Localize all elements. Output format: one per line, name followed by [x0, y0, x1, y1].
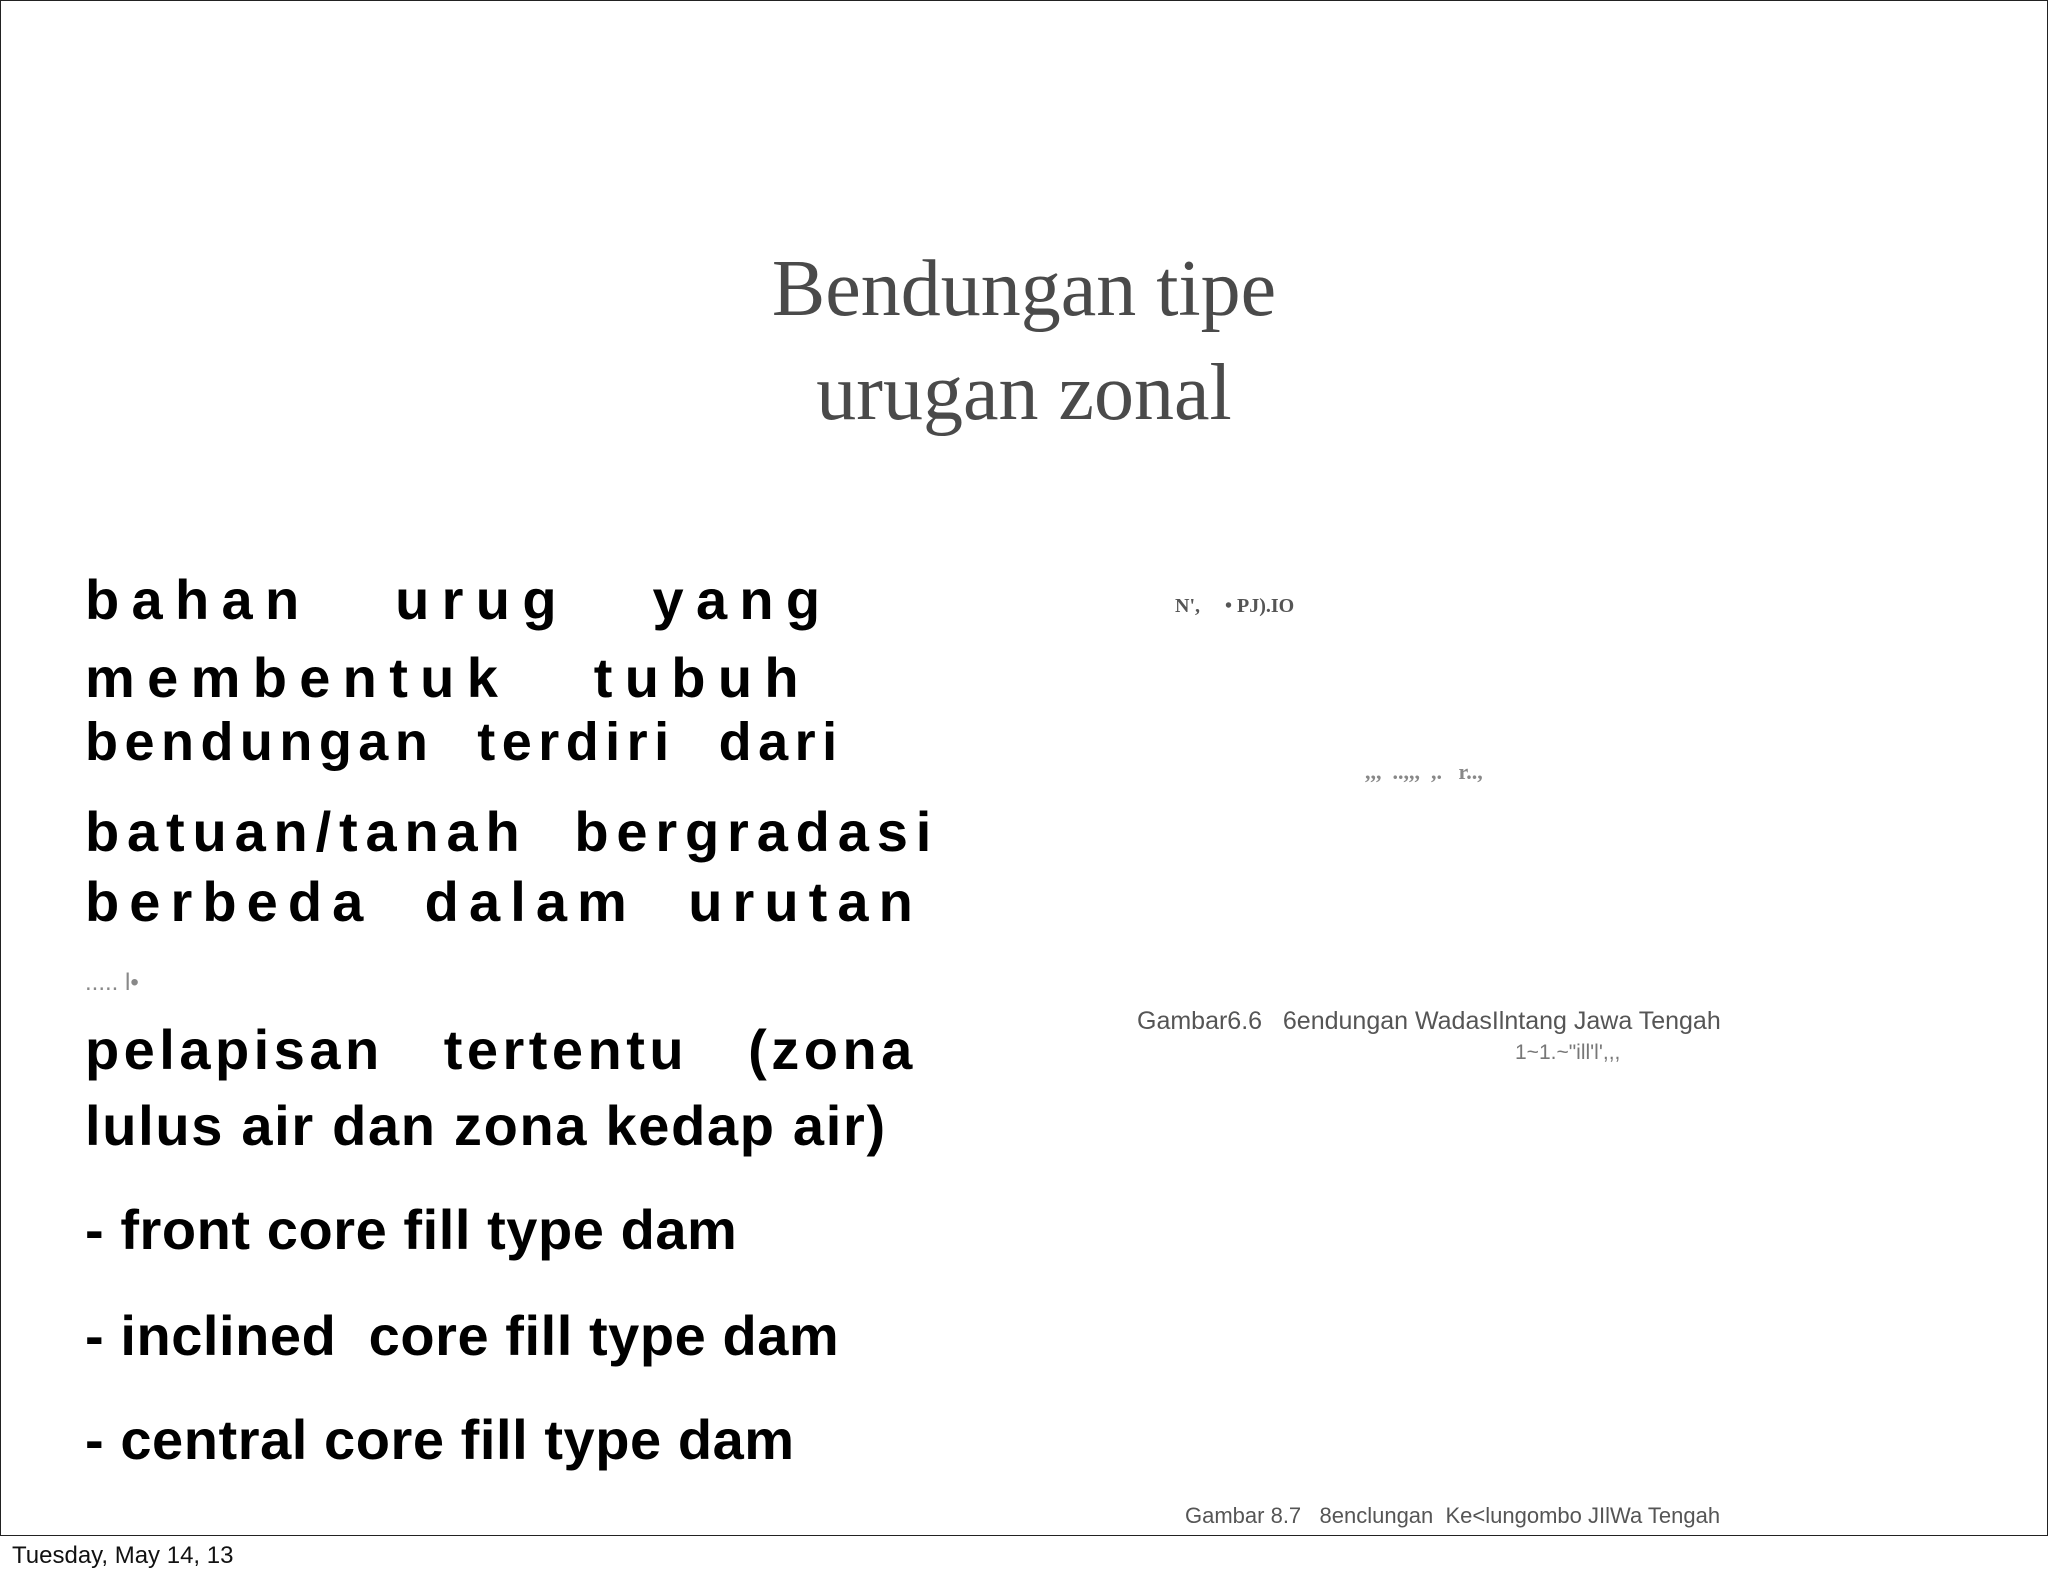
title-line-1: Bendungan tipe: [771, 245, 1277, 333]
body-line-1: bahan urug yang: [85, 568, 833, 631]
body-line-7: lulus air dan zona kedap air): [85, 1094, 887, 1157]
body-line-6: pelapisan tertentu (zona: [85, 1018, 917, 1081]
figure-mark-1: N', • PJ).IO: [1175, 595, 1295, 617]
body-line-3: bendungan terdiri dari: [85, 712, 844, 772]
footer-date: Tuesday, May 14, 13: [12, 1542, 234, 1569]
type-item-front-core: - front core fill type dam: [85, 1198, 738, 1261]
title-line-2: urugan zonal: [816, 349, 1232, 437]
figure-mark-2: ,,, ..,,, ,. r..,: [1365, 759, 1483, 784]
type-item-inclined-core: - inclined core fill type dam: [85, 1304, 840, 1367]
figure-caption-1-sub: 1~1.~"ill'l',,,: [1515, 1041, 1621, 1064]
figure-caption-1: Gambar6.6 6endungan WadasIlntang Jawa Tengah: [1137, 1007, 1721, 1035]
body-line-5: berbeda dalam urutan: [85, 870, 923, 933]
type-item-central-core: - central core fill type dam: [85, 1408, 795, 1471]
figure-caption-2: Gambar 8.7 8enclungan Ke<lungombo JIlWa Tengah: [1185, 1503, 1721, 1528]
body-artifact: ..... l•: [85, 969, 139, 996]
body-line-2: membentuk tubuh: [85, 646, 811, 709]
slide-title: [1, 237, 2047, 445]
body-line-4: batuan/tanah bergradasi: [85, 800, 940, 863]
